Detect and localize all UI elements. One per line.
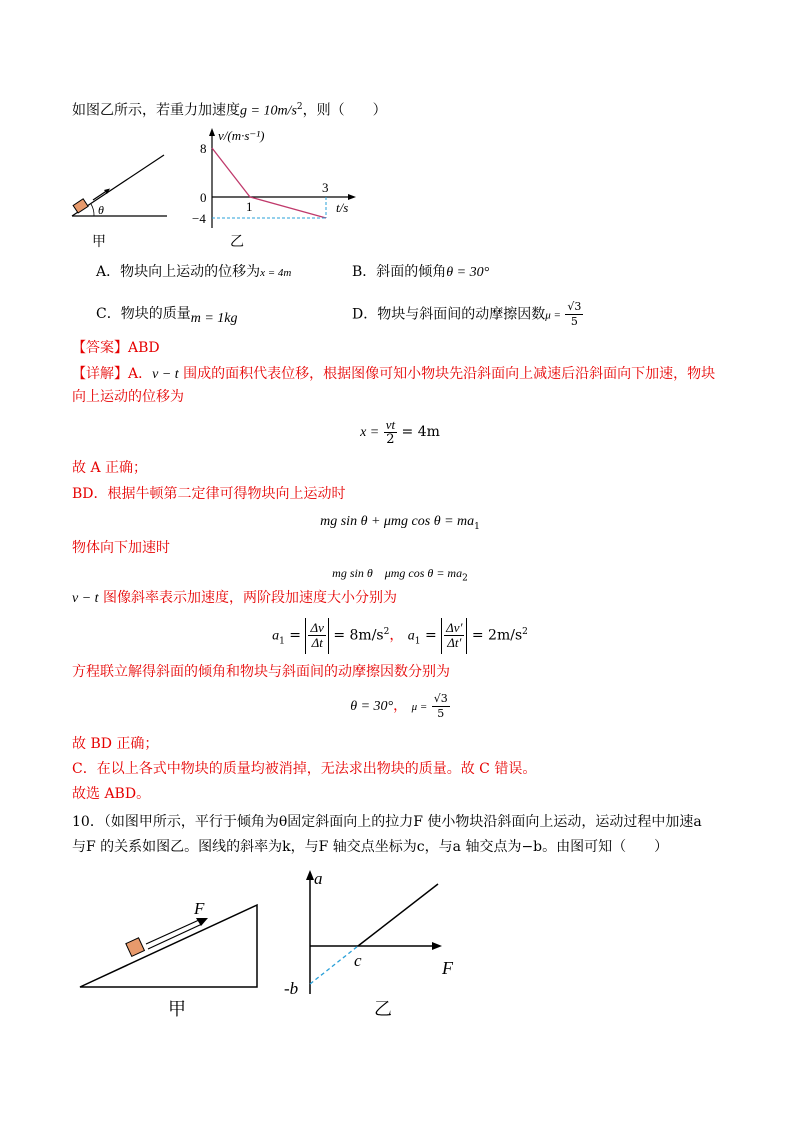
q9-option-d-frac [565, 300, 583, 329]
eq6-den: 5 [437, 706, 445, 720]
q10-force-line-2 [148, 924, 202, 949]
eq1-frac [384, 418, 397, 447]
equation-accelerations [0, 614, 800, 659]
detail-line-1-text: 围成的面积代表位移，根据图像可知小物块先沿斜面向上减速后沿斜面向下加速，物块 [183, 366, 716, 382]
eq4-a1-sub: 1 [279, 636, 285, 647]
q9-option-a-math: x = 4m [260, 267, 292, 279]
equation-result [0, 690, 800, 723]
eq4-sep: ， [389, 627, 404, 644]
eq3-sub: 2 [462, 573, 468, 584]
eq1-right: = 4m [401, 424, 440, 440]
equation-up [0, 511, 800, 537]
eq6-frac [432, 692, 450, 721]
q9-label-jia: 甲 [92, 234, 106, 250]
eq5-a1: a [407, 628, 415, 644]
q9-option-d-num: √3 [567, 300, 582, 313]
eq4-a1: a [272, 628, 280, 644]
bd-correct: 故 BD 正确； [72, 736, 159, 752]
q10-block [126, 938, 145, 957]
equation-down [0, 563, 800, 588]
eq4-num: Δv [310, 620, 324, 636]
a-correct: 故 A 正确； [72, 460, 148, 476]
q9-stem [72, 97, 387, 122]
q10-dashed-extension [310, 946, 358, 984]
v-axis-label: v/(m·s⁻¹) [218, 128, 265, 143]
q10-aF-graph [280, 866, 470, 1006]
detail-vt: v − t [152, 367, 179, 382]
tick-3: 3 [322, 180, 329, 195]
eq5-equals: = [424, 627, 437, 644]
q9-stem-sup: 2 [296, 102, 303, 112]
q10-figure-jia [70, 880, 270, 1000]
q10-label-yi: 乙 [374, 999, 392, 1020]
eq6-sep: ， [393, 698, 408, 714]
eq6-mu: μ = [411, 701, 428, 713]
eq4-den: Δt [311, 635, 323, 651]
eq5-abs [441, 618, 467, 654]
q9-vt-graph [190, 126, 370, 236]
q9-stem-suffix: ，则（ ） [302, 102, 387, 119]
answer: 【答案】ABD [72, 340, 160, 356]
q9-stem-prefix: 如图乙所示，若重力加速度 [72, 102, 240, 119]
eq5-a1-sub: 1 [414, 636, 421, 647]
t-axis-arrow [348, 194, 356, 200]
q9-option-b-math: θ = 30° [446, 265, 490, 280]
bd-intro: BD．根据牛顿第二定律可得物块向上运动时 [72, 486, 346, 502]
tick-8: 8 [200, 141, 207, 156]
eq1-den: 2 [386, 431, 395, 447]
vt-segment-2 [250, 197, 326, 218]
eq4-sup: 2 [383, 627, 390, 637]
tick-minus4: −4 [192, 211, 206, 226]
q10-b-label: -b [284, 979, 299, 998]
eq2: mg sin θ + μmg cos θ = ma [320, 514, 475, 529]
q10-c-label: c [354, 951, 362, 970]
slope-vt: v − t [72, 591, 99, 606]
choose-line: 故选 ABD。 [72, 786, 151, 802]
c-wrong: C．在以上各式中物块的质量均被消掉，无法求出物块的质量。故 C 错误。 [72, 761, 537, 777]
slope-text: 图像斜率表示加速度，两阶段加速度大小分别为 [103, 590, 398, 606]
slope-line [72, 588, 397, 609]
theta-arc [91, 204, 94, 216]
eq4-value: = 8m/s [333, 627, 384, 644]
eq1-num: vt [385, 416, 396, 432]
vt-segment-1 [212, 148, 250, 197]
q9-option-d-label: D．物块与斜面间的动摩擦因数 [352, 306, 546, 323]
theta-label: θ [98, 203, 104, 217]
eq5-value: = 2m/s [471, 627, 523, 644]
q9-option-b[interactable] [352, 262, 489, 283]
block [73, 199, 88, 213]
equation-displacement [0, 416, 800, 449]
eq5-den: Δt′ [447, 635, 462, 651]
q9-label-yi: 乙 [230, 234, 244, 250]
q10-triangle [80, 905, 257, 987]
q9-stem-g: g = 10m/s [240, 103, 297, 119]
q10-F-axis-arrow [432, 942, 442, 950]
q9-figure-jia [60, 150, 180, 240]
q9-option-a[interactable] [96, 262, 291, 283]
q10-label-jia: 甲 [168, 999, 186, 1020]
q10-a-axis-arrow [306, 870, 314, 880]
q9-option-d-den: 5 [570, 315, 578, 328]
tick-0: 0 [200, 190, 207, 205]
q10-force-line-1 [146, 920, 199, 944]
eq2-sub: 1 [474, 521, 480, 532]
q9-option-b-label: B．斜面的倾角 [352, 264, 447, 280]
eq6-theta: θ = 30° [350, 699, 394, 714]
detail-tag: 【详解】A． [72, 366, 153, 382]
q10-line-2: 与F 的关系如图乙。图线的斜率为k，与F 轴交点坐标为c，与a 轴交点为−b。由图可知（ ） [72, 839, 669, 855]
eq4-abs [305, 618, 328, 654]
t-axis-label: t/s [336, 200, 349, 215]
tick-1: 1 [246, 199, 253, 214]
eq3: mg sin θ μmg cos θ = ma [332, 566, 463, 580]
q9-option-a-label: A．物块向上运动的位移为 [96, 264, 261, 280]
eq5-num: Δv′ [446, 620, 463, 636]
q10-line [358, 884, 438, 946]
v-axis-arrow [209, 128, 215, 136]
q9-option-c-label: C．物块的质量 [96, 306, 191, 322]
eq1-left: x = [360, 425, 380, 440]
q9-option-d-mu: μ = [545, 309, 561, 322]
eq6-num: √3 [433, 691, 448, 705]
down-intro: 物体向下加速时 [72, 540, 170, 556]
q10-force-arrowhead [196, 918, 208, 926]
q9-option-c-math: m = 1kg [190, 311, 238, 326]
q9-option-c[interactable] [96, 304, 238, 325]
detail-line-2: 向上运动的位移为 [72, 389, 184, 405]
q10-force-label: F [194, 899, 205, 918]
eq4-equals: = [289, 627, 302, 644]
solve-line: 方程联立解得斜面的倾角和物块与斜面间的动摩擦因数分别为 [72, 664, 450, 680]
q10-F-label: F [442, 958, 453, 978]
q10-a-label: a [314, 869, 323, 888]
detail-line-1 [72, 364, 715, 385]
q9-option-d[interactable] [352, 300, 583, 330]
eq5-sup: 2 [522, 627, 528, 637]
q10-line-1: 10．（如图甲所示，平行于倾角为θ固定斜面向上的拉力F 使小物块沿斜面向上运动，运动过程中加速a [72, 814, 702, 830]
